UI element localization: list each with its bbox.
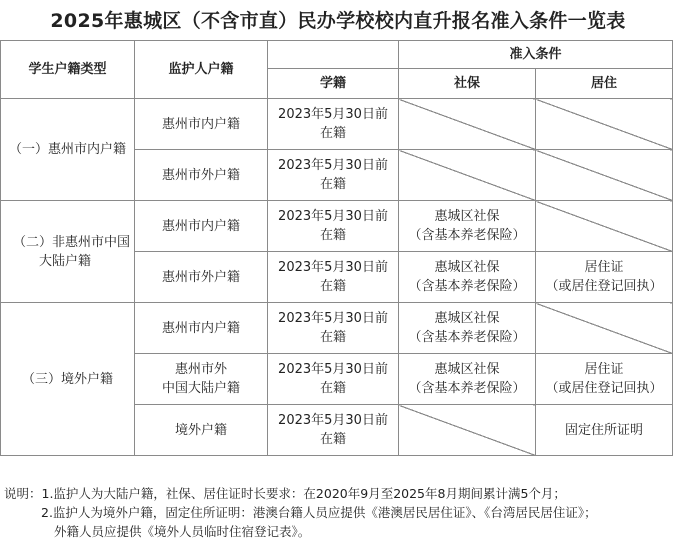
group-label-2: （二）非惠州市中国 大陆户籍 — [1, 201, 135, 303]
empty-diagonal-cell — [399, 405, 536, 456]
note-line-3: 外籍人员应提供《境外人员临时住宿登记表》。 — [54, 524, 311, 539]
school-status-cell: 2023年5月30日前 在籍 — [268, 405, 399, 456]
note-line-2: 2.监护人为境外户籍，固定住所证明：港澳台籍人员应提供《港澳居民居住证》、《台湾居民居住证》； — [41, 505, 597, 520]
social-security-cell: 惠城区社保 （含基本养老保险） — [399, 303, 536, 354]
school-status-cell: 2023年5月30日前 在籍 — [268, 354, 399, 405]
school-status-cell: 2023年5月30日前 在籍 — [268, 252, 399, 303]
empty-diagonal-cell — [536, 303, 673, 354]
school-status-cell: 2023年5月30日前 在籍 — [268, 201, 399, 252]
empty-diagonal-cell — [399, 99, 536, 150]
header-blank — [268, 41, 399, 69]
social-security-cell: 惠城区社保 （含基本养老保险） — [399, 201, 536, 252]
page-title: 2025年惠城区（不含市直）民办学校校内直升报名准入条件一览表 — [50, 10, 626, 32]
school-status-cell: 2023年5月30日前 在籍 — [268, 150, 399, 201]
school-status-cell: 2023年5月30日前 在籍 — [268, 303, 399, 354]
residence-cell: 居住证 （或居住登记回执） — [536, 354, 673, 405]
school-status-cell: 2023年5月30日前 在籍 — [268, 99, 399, 150]
header-residence: 居住 — [536, 69, 673, 99]
guardian-cell: 惠州市内户籍 — [135, 99, 268, 150]
guardian-cell: 惠州市内户籍 — [135, 201, 268, 252]
header-school-status: 学籍 — [268, 69, 399, 99]
social-security-cell: 惠城区社保 （含基本养老保险） — [399, 252, 536, 303]
residence-cell: 居住证 （或居住登记回执） — [536, 252, 673, 303]
empty-diagonal-cell — [536, 150, 673, 201]
header-guardian: 监护人户籍 — [135, 41, 268, 99]
empty-diagonal-cell — [536, 99, 673, 150]
guardian-cell: 惠州市外 中国大陆户籍 — [135, 354, 268, 405]
group-label-3: （三）境外户籍 — [1, 303, 135, 456]
guardian-cell: 惠州市外户籍 — [135, 150, 268, 201]
note-line-1: 说明：1.监护人为大陆户籍，社保、居住证时长要求：在2020年9月至2025年8月期间累计满5个月； — [4, 486, 566, 501]
header-student-type: 学生户籍类型 — [1, 41, 135, 99]
guardian-cell: 惠州市内户籍 — [135, 303, 268, 354]
header-social-security: 社保 — [399, 69, 536, 99]
group-label-1: （一）惠州市内户籍 — [1, 99, 135, 201]
admission-conditions-table — [0, 40, 673, 456]
notes — [4, 484, 674, 541]
guardian-cell: 境外户籍 — [135, 405, 268, 456]
empty-diagonal-cell — [536, 201, 673, 252]
guardian-cell: 惠州市外户籍 — [135, 252, 268, 303]
header-conditions: 准入条件 — [399, 41, 673, 69]
social-security-cell: 惠城区社保 （含基本养老保险） — [399, 354, 536, 405]
empty-diagonal-cell — [399, 150, 536, 201]
residence-cell: 固定住所证明 — [536, 405, 673, 456]
